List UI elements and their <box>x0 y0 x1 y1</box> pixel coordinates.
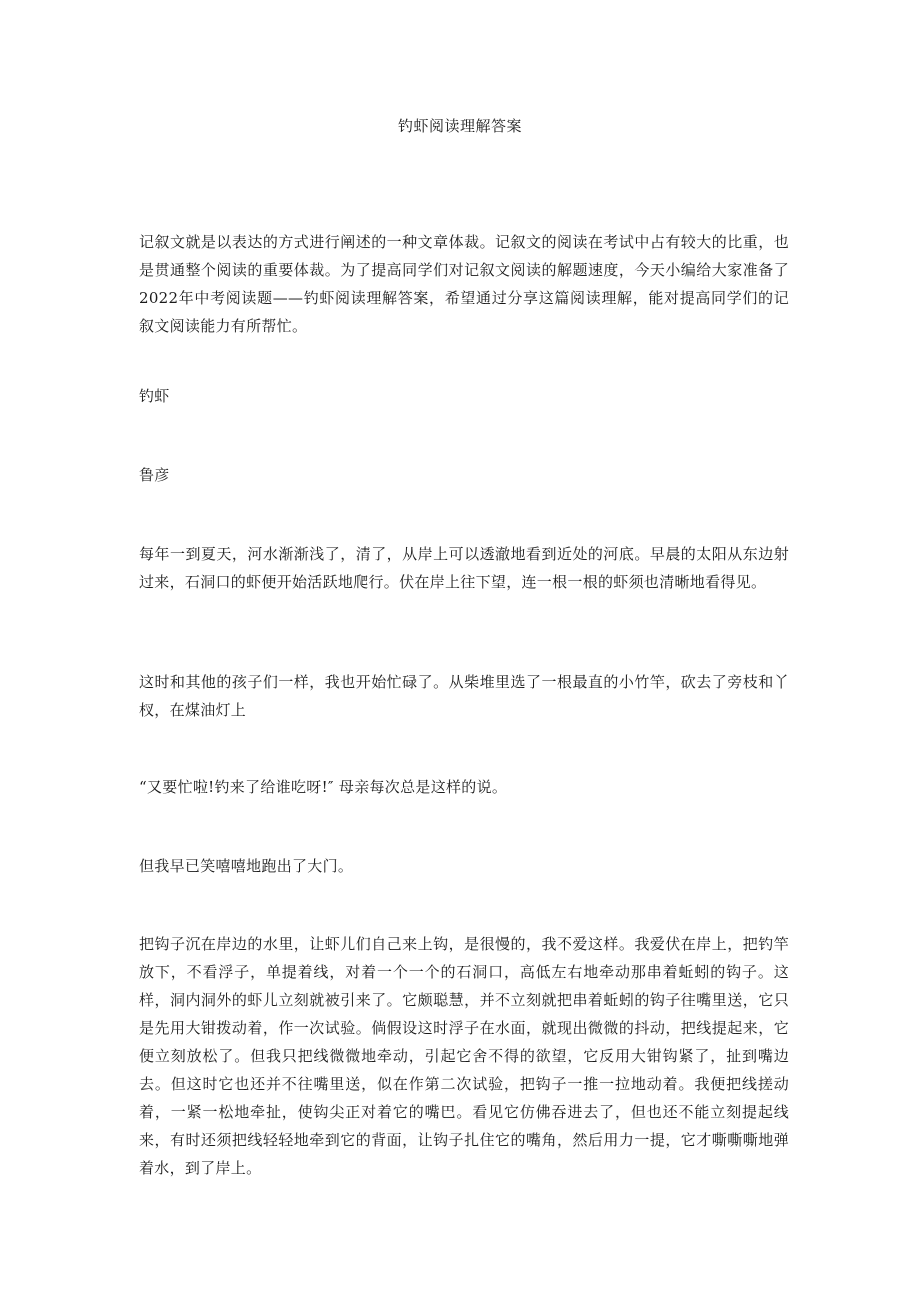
page-title: 钓虾阅读理解答案 <box>397 117 522 135</box>
story-title: 钓虾 <box>139 387 170 405</box>
story-paragraph-1: 每年一到夏天，河水渐渐浅了，清了，从岸上可以透澈地看到近处的河底。早晨的太阳从东边射过来，石洞口的虾便开始活跃地爬行。伏在岸上往下望，连一根一根的虾须也清晰地看得见。 <box>139 545 789 591</box>
story-paragraph-4: 但我早已笑嘻嘻地跑出了大门。 <box>139 857 354 875</box>
story-author: 鲁彦 <box>139 466 170 484</box>
story-paragraph-2: 这时和其他的孩子们一样，我也开始忙碌了。从柴堆里选了一根最直的小竹竿，砍去了旁枝和丫杈，在煤油灯上 <box>139 673 789 719</box>
story-paragraph-5: 把钩子沉在岸边的水里，让虾儿们自己来上钩，是很慢的，我不爱这样。我爱伏在岸上，把钓竿放下，不看浮子，单提着线，对着一个一个的石洞口，高低左右地牵动那串着蚯蚓的钩子。这样，洞内洞外的虾儿立刻就被引来了。它颇聪慧，并不立刻就把串着蚯蚓的钩子往嘴里送，它只是先用大钳拨动着，作一次试验。倘假设这时浮子在水面，就现出微微的抖动，把线提起来，它便立刻放松了。但我只把线微微地牵动，引起它舍不得的欲望，它反用大钳钩紧了，扯到嘴边去。但这时它也还并不往嘴里送，似在作第二次试验，把钩子一推一拉地动着。我便把线搓动着，一紧一松地牵扯，使钩尖正对着它的嘴巴。看见它仿佛吞进去了，但也还不能立刻提起线来，有时还须把线轻轻地牵到它的背面，让钩子扎住它的嘴角，然后用力一提，它才嘶嘶嘶地弹着水，到了岸上。 <box>139 935 789 1177</box>
intro-paragraph: 记叙文就是以表达的方式进行阐述的一种文章体裁。记叙文的阅读在考试中占有较大的比重，也是贯通整个阅读的重要体裁。为了提高同学们对记叙文阅读的解题速度，今天小编给大家准备了2022年中考阅读题——钓虾阅读理解答案，希望通过分享这篇阅读理解，能对提高同学们的记叙文阅读能力有所帮忙。 <box>139 233 789 335</box>
story-paragraph-3: “又要忙啦!钓来了给谁吃呀!″ 母亲每次总是这样的说。 <box>139 778 508 796</box>
